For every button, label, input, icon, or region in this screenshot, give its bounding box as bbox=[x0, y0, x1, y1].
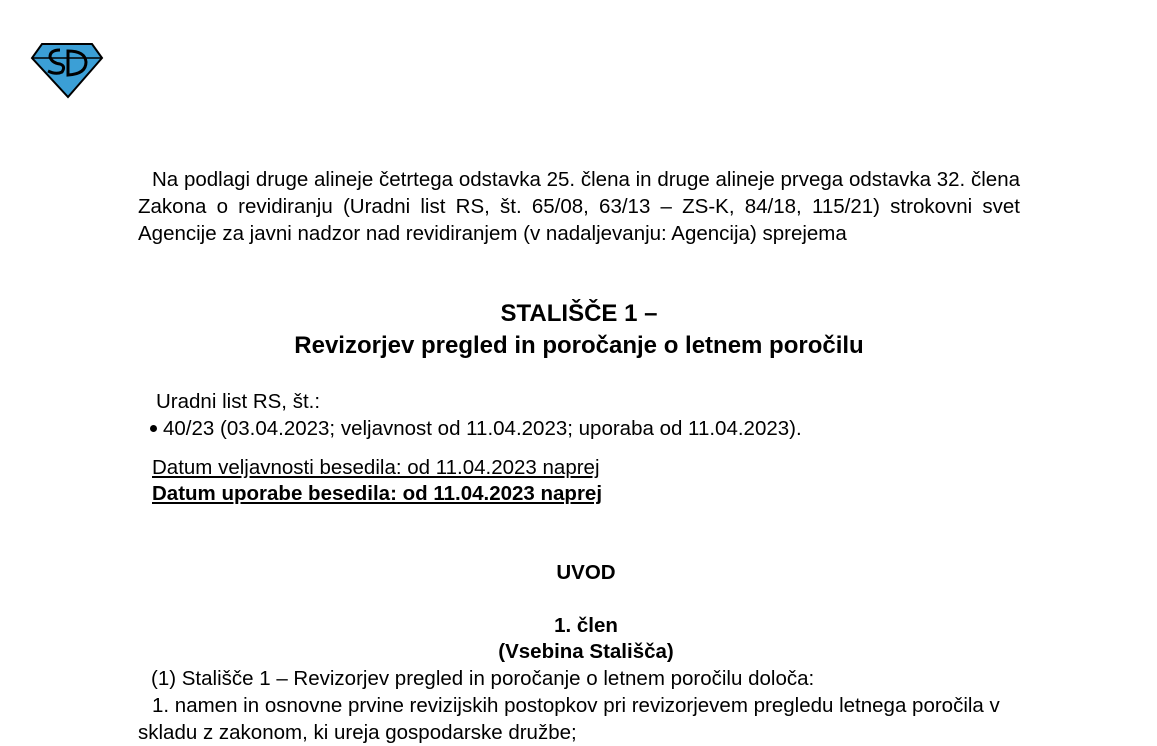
article-title: (Vsebina Stališča) bbox=[498, 640, 674, 663]
gazette-label: Uradni list RS, št.: bbox=[156, 390, 321, 413]
document-title-line-2: Revizorjev pregled in poročanje o letnem poročilu bbox=[294, 332, 864, 359]
document-title-line-1: STALIŠČE 1 – bbox=[500, 300, 658, 327]
validity-date: Datum veljavnosti besedila: od 11.04.2023 naprej bbox=[152, 456, 600, 479]
section-heading: UVOD bbox=[556, 561, 616, 584]
article-number: 1. člen bbox=[554, 614, 618, 637]
use-date: Datum uporabe besedila: od 11.04.2023 naprej bbox=[152, 482, 603, 505]
bullet-icon bbox=[150, 425, 157, 432]
intro-paragraph: Na podlagi druge alineje četrtega odstavka 25. člena in druge alineje prvega odstavka 32. člena Zakona o revidiranju (Uradni list RS, št. 65/08, 63/13 – ZS-K, 84/18, 115/21) strokovni svet Agencije za javni nadzor nad revidiranjem (v nadaljevanju: Agencija) sprejema bbox=[138, 168, 1020, 245]
article-paragraph-1: (1) Stališče 1 – Revizorjev pregled in poročanje o letnem poročilu določa: bbox=[151, 667, 815, 690]
article-paragraph-2: 1. namen in osnovne prvine revizijskih postopkov pri revizorjevem pregledu letnega poročila v skladu z zakonom, ki ureja gospodarske družbe; bbox=[138, 694, 1000, 744]
gazette-list-item bbox=[150, 416, 802, 442]
gazette-item-text: 40/23 (03.04.2023; veljavnost od 11.04.2023; uporaba od 11.04.2023). bbox=[163, 417, 802, 440]
sd-logo-icon bbox=[30, 40, 104, 100]
